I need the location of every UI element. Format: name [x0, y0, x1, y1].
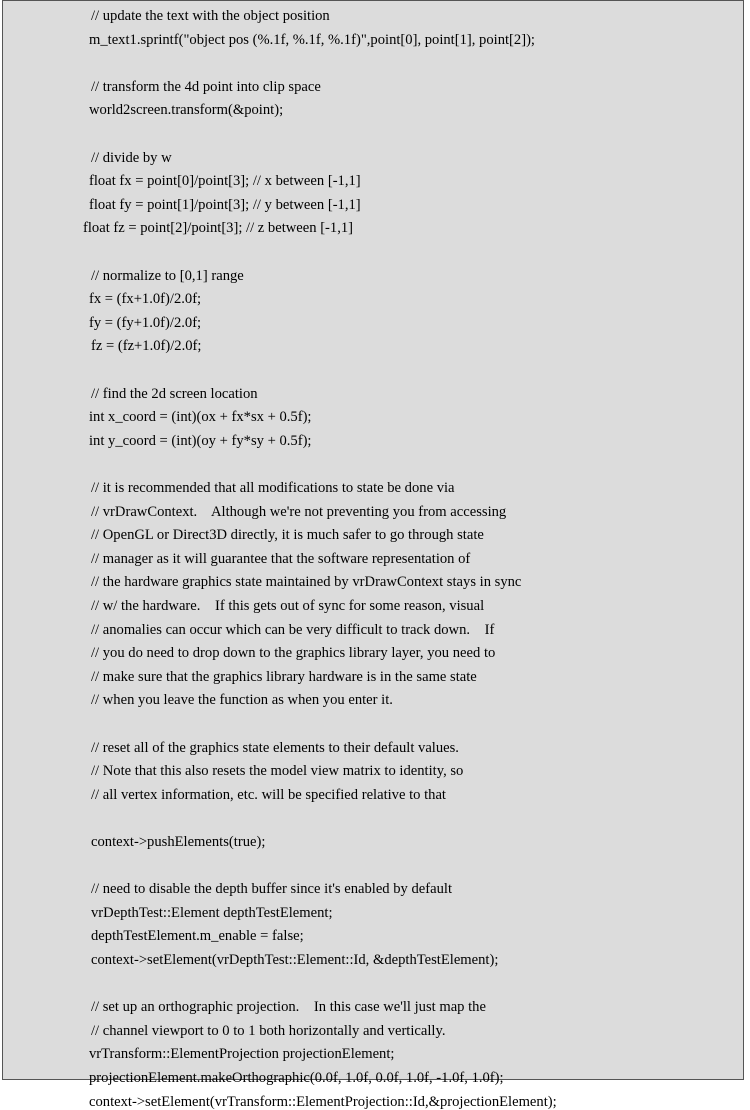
code-line: // it is recommended that all modifications to state be done via	[91, 480, 455, 496]
code-line: // you do need to drop down to the graphics library layer, you need to	[91, 645, 496, 662]
code-line: depthTestElement.m_enable = false;	[91, 928, 304, 945]
code-line: fx = (fx+1.0f)/2.0f;	[89, 291, 202, 308]
code-line: // OpenGL or Direct3D directly, it is much safer to go through state	[91, 527, 484, 544]
code-line: // all vertex information, etc. will be specified relative to that	[91, 786, 446, 803]
code-line: // transform the 4d point into clip space	[91, 78, 321, 95]
code-line: float fz = point[2]/point[3]; // z between [-1,1]	[83, 220, 354, 237]
code-line: float fx = point[0]/point[3]; // x between [-1,1]	[89, 173, 361, 190]
code-line: // manager as it will guarantee that the software representation of	[91, 550, 471, 567]
code-line: // channel viewport to 0 to 1 both horizontally and vertically.	[91, 1022, 446, 1039]
code-line: // anomalies can occur which can be very difficult to track down. If	[91, 621, 495, 638]
code-line: // normalize to [0,1] range	[91, 267, 244, 284]
code-line: fz = (fz+1.0f)/2.0f;	[91, 338, 202, 355]
code-line: context->setElement(vrDepthTest::Element::Id, &depthTestElement);	[91, 952, 499, 968]
code-line: // w/ the hardware. If this gets out of sync for some reason, visual	[91, 598, 485, 614]
code-line: vrDepthTest::Element depthTestElement;	[91, 904, 333, 921]
code-line: m_text1.sprintf("object pos (%.1f, %.1f, %.1f)",point[0], point[1], point[2]);	[89, 31, 535, 48]
code-line: // need to disable the depth buffer since it's enabled by default	[91, 881, 453, 898]
code-line: // Note that this also resets the model view matrix to identity, so	[91, 763, 464, 780]
code-line: int y_coord = (int)(oy + fy*sy + 0.5f);	[89, 432, 312, 449]
code-line: // divide by w	[91, 149, 172, 166]
code-line: // the hardware graphics state maintained by vrDrawContext stays in sync	[91, 574, 522, 591]
code-line: world2screen.transform(&point);	[89, 102, 284, 119]
code-line: int x_coord = (int)(ox + fx*sx + 0.5f);	[89, 409, 312, 426]
code-line: // update the text with the object position	[91, 8, 330, 24]
code-line: fy = (fy+1.0f)/2.0f;	[89, 314, 202, 331]
code-line: // set up an orthographic projection. In this case we'll just map the	[91, 999, 486, 1016]
code-line: // make sure that the graphics library hardware is in the same state	[91, 668, 477, 685]
code-line: // when you leave the function as when you enter it.	[91, 692, 393, 709]
code-line: vrTransform::ElementProjection projectionElement;	[89, 1046, 395, 1063]
code-line: context->setElement(vrTransform::ElementProjection::Id,&projectionElement);	[89, 1093, 557, 1110]
code-line: // find the 2d screen location	[91, 385, 258, 402]
code-line: context->pushElements(true);	[91, 834, 266, 850]
code-line: // reset all of the graphics state elements to their default values.	[91, 739, 459, 756]
code-line: float fy = point[1]/point[3]; // y between [-1,1]	[89, 196, 361, 213]
code-listing	[2, 0, 744, 1110]
code-line: projectionElement.makeOrthographic(0.0f, 1.0f, 0.0f, 1.0f, -1.0f, 1.0f);	[89, 1070, 504, 1086]
code-line: // vrDrawContext. Although we're not preventing you from accessing	[91, 503, 507, 520]
